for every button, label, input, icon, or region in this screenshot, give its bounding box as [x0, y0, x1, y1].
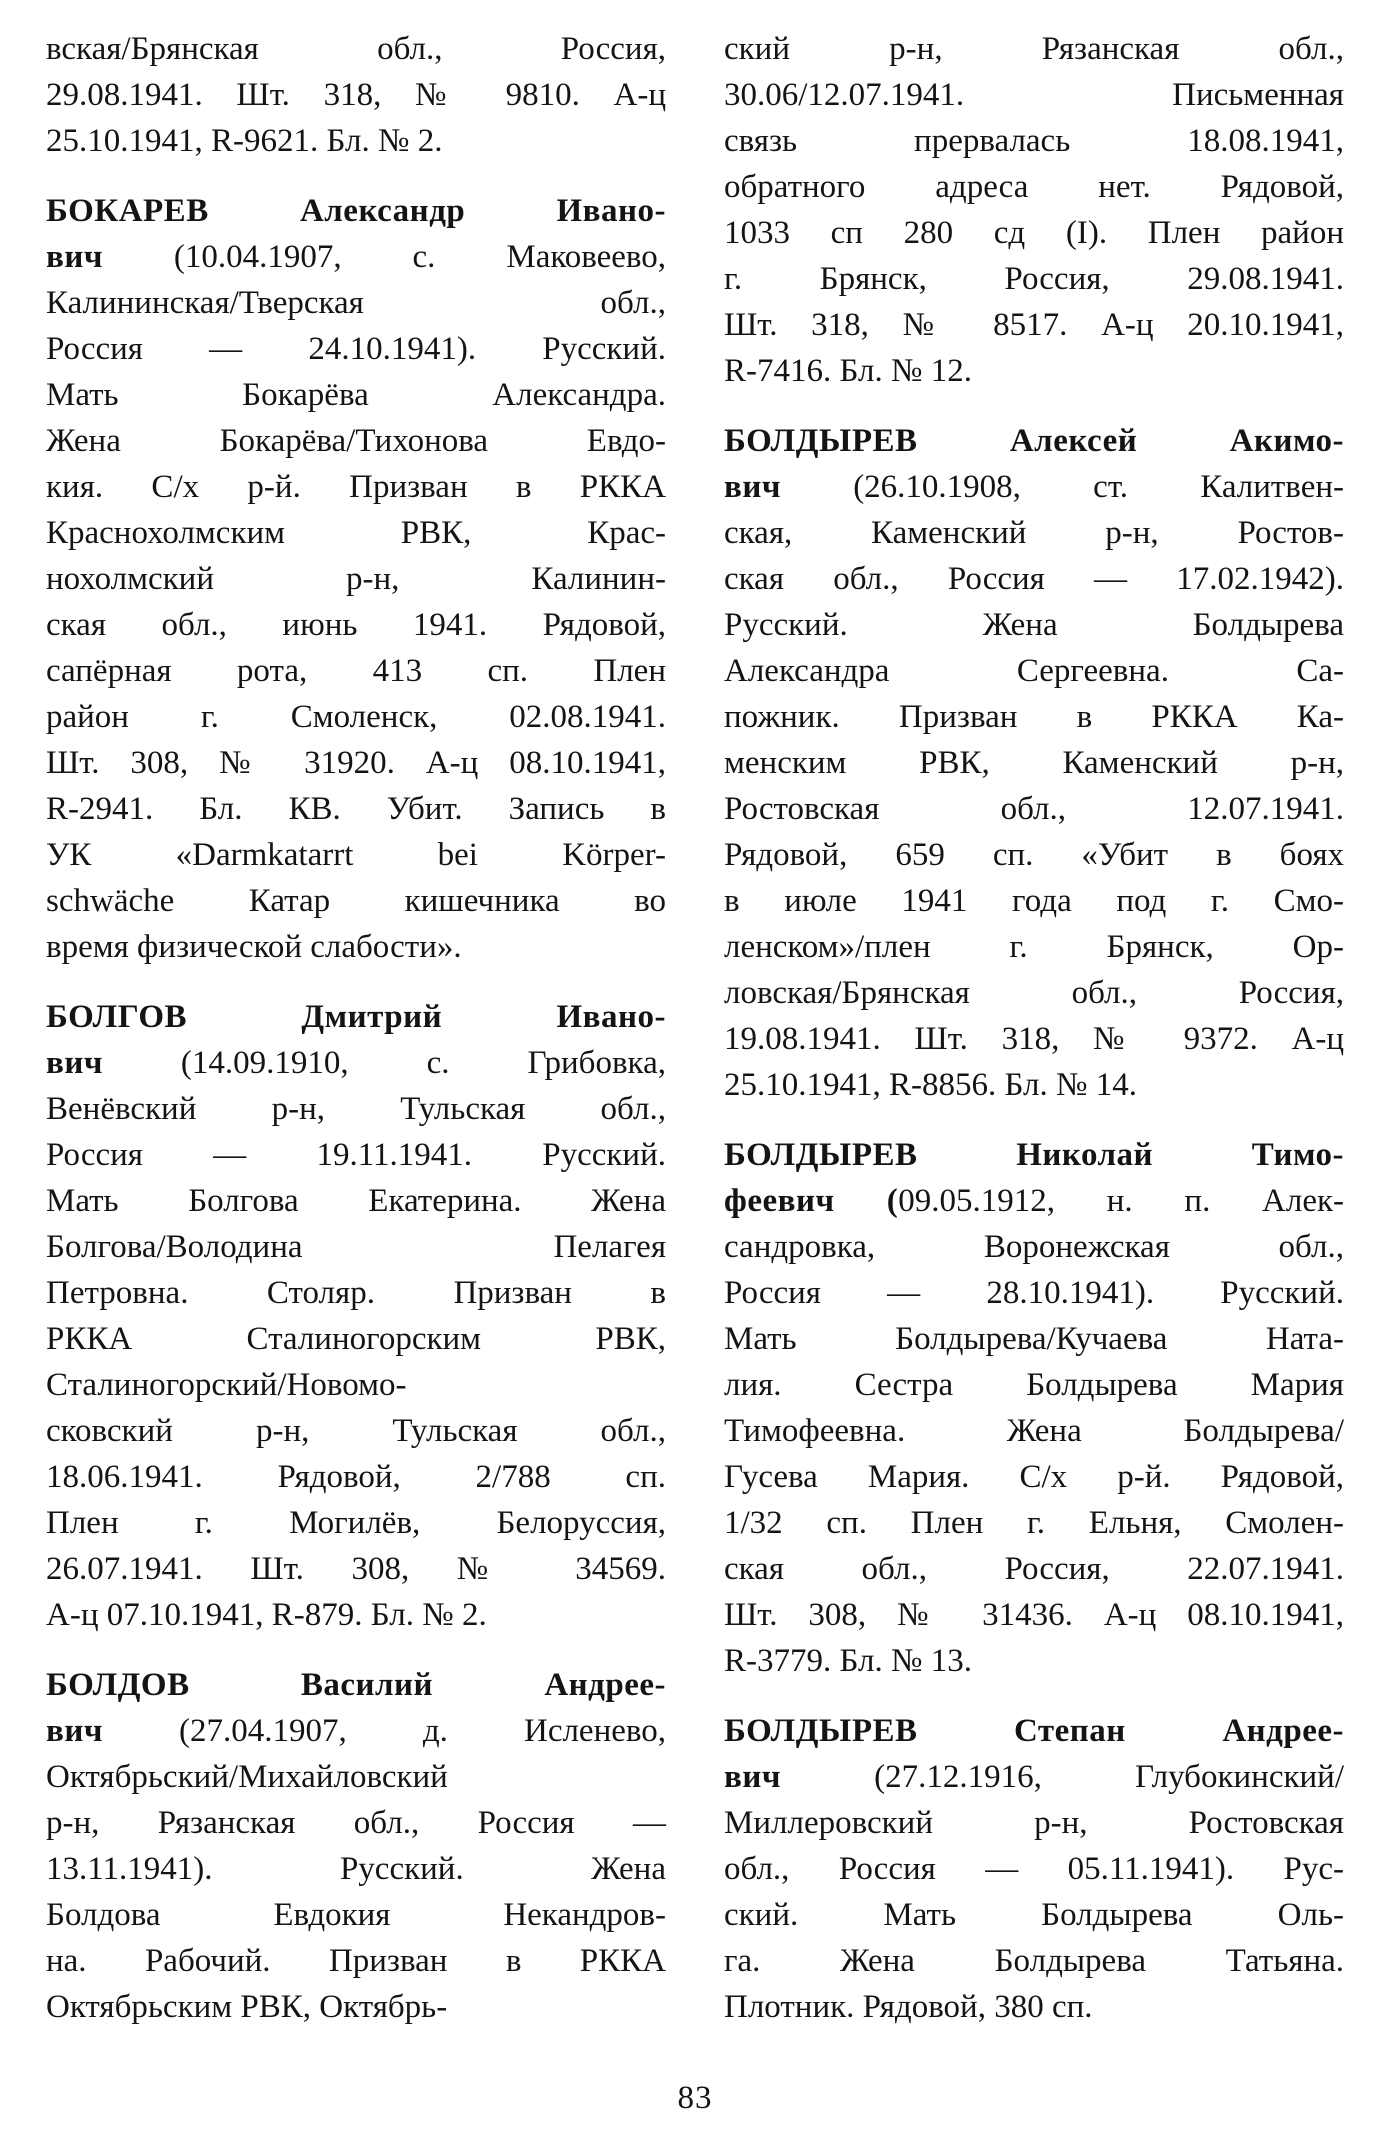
text-line: БОЛДЫРЕВ Николай Тимо-	[724, 1137, 1344, 1173]
text-line: пожник. Призван в РККА Ка-	[724, 699, 1344, 735]
text-line: Шт. 308, № 31436. А-ц 08.10.1941,	[724, 1597, 1344, 1633]
text-line: феевич (09.05.1912, н. п. Алек-	[724, 1183, 1345, 1219]
entry-paragraph	[46, 994, 666, 1638]
text-line: 1/32 сп. Плен г. Ельня, Смолен-	[724, 1505, 1344, 1541]
text-line: на. Рабочий. Призван в РККА	[46, 1943, 666, 1979]
text-line: БОЛДЫРЕВ Степан Андрее-	[724, 1713, 1344, 1749]
entry-paragraph	[724, 418, 1344, 1108]
text-line: Россия — 24.10.1941). Русский.	[46, 331, 666, 367]
text-line: 13.11.1941). Русский. Жена	[46, 1851, 666, 1887]
text-line: Россия — 19.11.1941. Русский.	[46, 1137, 666, 1173]
text-line: ская обл., июнь 1941. Рядовой,	[46, 607, 666, 643]
text-line: в июле 1941 года под г. Смо-	[724, 883, 1344, 919]
text-line: 19.08.1941. Шт. 318, № 9372. А-ц	[724, 1021, 1344, 1057]
entry-paragraph	[724, 1132, 1344, 1684]
text-line: Гусева Мария. С/х р-й. Рядовой,	[724, 1459, 1344, 1495]
text-line: schwäche Катар кишечника во	[46, 883, 666, 919]
text-line: 26.07.1941. Шт. 308, № 34569.	[46, 1551, 666, 1587]
text-line: сандровка, Воронежская обл.,	[724, 1229, 1344, 1265]
text-line: Русский. Жена Болдырева	[724, 607, 1344, 643]
text-line: Шт. 318, № 8517. А-ц 20.10.1941,	[724, 307, 1344, 343]
text-line: ская, Каменский р-н, Ростов-	[724, 515, 1344, 551]
text-line: ский. Мать Болдырева Оль-	[724, 1897, 1344, 1933]
text-line: лия. Сестра Болдырева Мария	[724, 1367, 1344, 1403]
text-line: время физической слабости».	[46, 929, 462, 965]
entry-paragraph	[724, 26, 1344, 394]
text-line: Калининская/Тверская обл.,	[46, 285, 666, 321]
text-line: вич (27.04.1907, д. Исленево,	[46, 1713, 666, 1749]
text-line: ловская/Брянская обл., Россия,	[724, 975, 1344, 1011]
text-line: Мать Болгова Екатерина. Жена	[46, 1183, 666, 1219]
text-line: R-2941. Бл. КВ. Убит. Запись в	[46, 791, 666, 827]
text-line: Плотник. Рядовой, 380 сп.	[724, 1989, 1093, 2025]
text-line: обратного адреса нет. Рядовой,	[724, 169, 1344, 205]
text-line: Краснохолмским РВК, Крас-	[46, 515, 666, 551]
text-line: менским РВК, Каменский р-н,	[724, 745, 1344, 781]
text-line: Болгова/Володина Пелагея	[46, 1229, 666, 1265]
text-column-left	[46, 26, 666, 2030]
page-number: 83	[677, 2080, 713, 2116]
text-line: Миллеровский р-н, Ростовская	[724, 1805, 1344, 1841]
text-line: ленском»/плен г. Брянск, Ор-	[724, 929, 1344, 965]
text-line: кия. С/х р-й. Призван в РККА	[46, 469, 666, 505]
text-line: 30.06/12.07.1941. Письменная	[724, 77, 1344, 113]
entry-paragraph	[46, 188, 666, 970]
text-line: Плен г. Могилёв, Белоруссия,	[46, 1505, 666, 1541]
text-line: БОЛГОВ Дмитрий Ивано-	[46, 999, 666, 1035]
text-line: ская обл., Россия — 17.02.1942).	[724, 561, 1344, 597]
two-column-text-block	[46, 26, 1344, 2030]
text-line: р-н, Рязанская обл., Россия —	[46, 1805, 666, 1841]
text-line: Октябрьский/Михайловский	[46, 1759, 448, 1795]
text-line: Венёвский р-н, Тульская обл.,	[46, 1091, 666, 1127]
text-line: 29.08.1941. Шт. 318, № 9810. А-ц	[46, 77, 666, 113]
text-line: РККА Сталиногорским РВК,	[46, 1321, 666, 1357]
text-line: 25.10.1941, R-9621. Бл. № 2.	[46, 123, 443, 159]
text-line: Мать Болдырева/Кучаева Ната-	[724, 1321, 1344, 1357]
entry-paragraph	[46, 1662, 666, 2030]
text-line: А-ц 07.10.1941, R-879. Бл. № 2.	[46, 1597, 487, 1633]
text-line: вская/Брянская обл., Россия,	[46, 31, 666, 67]
text-line: БОЛДОВ Василий Андрее-	[46, 1667, 666, 1703]
text-line: 25.10.1941, R-8856. Бл. № 14.	[724, 1067, 1137, 1103]
text-line: Жена Бокарёва/Тихонова Евдо-	[46, 423, 666, 459]
text-line: ский р-н, Рязанская обл.,	[724, 31, 1344, 67]
text-line: ская обл., Россия, 22.07.1941.	[724, 1551, 1344, 1587]
text-line: сапёрная рота, 413 сп. Плен	[46, 653, 666, 689]
text-column-right	[724, 26, 1344, 2030]
text-line: БОКАРЕВ Александр Ивано-	[46, 193, 666, 229]
text-line: Ростовская обл., 12.07.1941.	[724, 791, 1344, 827]
text-line: 18.06.1941. Рядовой, 2/788 сп.	[46, 1459, 666, 1495]
text-line: Александра Сергеевна. Са-	[724, 653, 1344, 689]
text-line: R-7416. Бл. № 12.	[724, 353, 972, 389]
text-line: вич (14.09.1910, с. Грибовка,	[46, 1045, 666, 1081]
text-line: Тимофеевна. Жена Болдырева/	[724, 1413, 1344, 1449]
text-line: сковский р-н, Тульская обл.,	[46, 1413, 666, 1449]
text-line: вич (27.12.1916, Глубокинский/	[724, 1759, 1344, 1795]
text-line: Болдова Евдокия Некандров-	[46, 1897, 666, 1933]
text-line: нохолмский р-н, Калинин-	[46, 561, 666, 597]
text-line: БОЛДЫРЕВ Алексей Акимо-	[724, 423, 1344, 459]
text-line: Петровна. Столяр. Призван в	[46, 1275, 666, 1311]
text-line: Мать Бокарёва Александра.	[46, 377, 666, 413]
text-line: Россия — 28.10.1941). Русский.	[724, 1275, 1344, 1311]
text-line: обл., Россия — 05.11.1941). Рус-	[724, 1851, 1344, 1887]
text-line: Сталиногорский/Новомо-	[46, 1367, 407, 1403]
text-line: связь прервалась 18.08.1941,	[724, 123, 1344, 159]
text-line: г. Брянск, Россия, 29.08.1941.	[724, 261, 1344, 297]
text-line: 1033 сп 280 сд (I). Плен район	[724, 215, 1344, 251]
text-line: Октябрьским РВК, Октябрь-	[46, 1989, 448, 2025]
text-line: га. Жена Болдырева Татьяна.	[724, 1943, 1344, 1979]
entry-paragraph	[724, 1708, 1344, 2030]
text-line: Рядовой, 659 сп. «Убит в боях	[724, 837, 1344, 873]
text-line: Шт. 308, № 31920. А-ц 08.10.1941,	[46, 745, 666, 781]
text-line: район г. Смоленск, 02.08.1941.	[46, 699, 666, 735]
entry-paragraph	[46, 26, 666, 164]
text-line: R-3779. Бл. № 13.	[724, 1643, 972, 1679]
text-line: вич (26.10.1908, ст. Калитвен-	[724, 469, 1344, 505]
text-line: УК «Darmkatarrt bei Körper-	[46, 837, 666, 873]
text-line: вич (10.04.1907, с. Маковеево,	[46, 239, 666, 275]
